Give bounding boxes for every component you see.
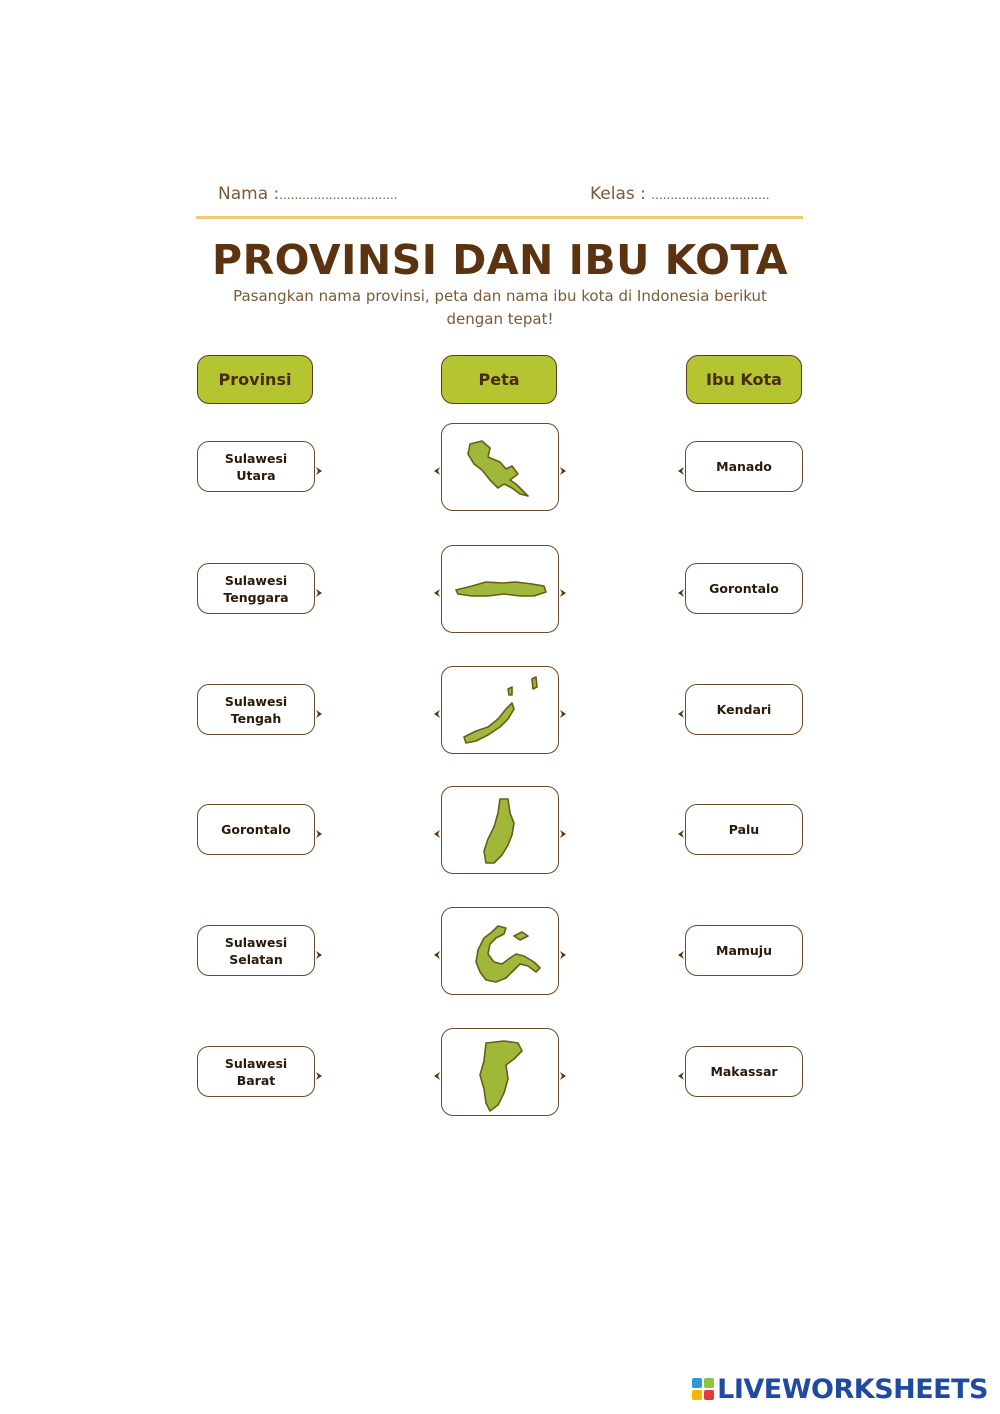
map-connector-right[interactable] <box>558 583 568 593</box>
province-box[interactable]: Sulawesi Barat <box>197 1046 315 1097</box>
column-header-provinsi: Provinsi <box>197 355 313 404</box>
nama-label: Nama : <box>218 184 280 204</box>
capital-connector[interactable] <box>676 704 686 714</box>
map-icon <box>442 1029 560 1117</box>
province-box[interactable]: Sulawesi Tengah <box>197 684 315 735</box>
capital-connector[interactable] <box>676 824 686 834</box>
column-header-peta: Peta <box>441 355 557 404</box>
nama-field <box>218 184 398 204</box>
capital-connector[interactable] <box>676 461 686 471</box>
map-box[interactable] <box>441 907 559 995</box>
nama-dots: ............................... <box>279 188 398 202</box>
brand-name: LIVEWORKSHEETS <box>717 1373 988 1405</box>
map-connector-left[interactable] <box>432 461 442 471</box>
map-connector-left[interactable] <box>432 704 442 714</box>
map-connector-left[interactable] <box>432 1066 442 1076</box>
capital-box[interactable]: Makassar <box>685 1046 803 1097</box>
kelas-dots: ............................... <box>651 188 770 202</box>
map-connector-right[interactable] <box>558 945 568 955</box>
liveworksheets-logo <box>692 1373 988 1405</box>
province-connector[interactable] <box>314 461 324 471</box>
map-box[interactable] <box>441 666 559 754</box>
map-icon <box>442 546 560 634</box>
province-connector[interactable] <box>314 824 324 834</box>
map-box[interactable] <box>441 786 559 874</box>
page-title: PROVINSI DAN IBU KOTA <box>212 236 788 284</box>
kelas-label: Kelas : <box>590 184 646 204</box>
capital-box[interactable]: Kendari <box>685 684 803 735</box>
province-connector[interactable] <box>314 583 324 593</box>
capital-connector[interactable] <box>676 1066 686 1076</box>
map-connector-right[interactable] <box>558 1066 568 1076</box>
map-connector-left[interactable] <box>432 583 442 593</box>
map-box[interactable] <box>441 423 559 511</box>
map-connector-left[interactable] <box>432 824 442 834</box>
capital-connector[interactable] <box>676 583 686 593</box>
header-divider <box>196 216 803 219</box>
map-connector-right[interactable] <box>558 824 568 834</box>
column-header-ibukota: Ibu Kota <box>686 355 802 404</box>
capital-box[interactable]: Palu <box>685 804 803 855</box>
logo-squares-icon <box>692 1378 714 1400</box>
map-box[interactable] <box>441 1028 559 1116</box>
map-connector-right[interactable] <box>558 704 568 714</box>
province-box[interactable]: Sulawesi Utara <box>197 441 315 492</box>
province-connector[interactable] <box>314 1066 324 1076</box>
province-connector[interactable] <box>314 945 324 955</box>
map-icon <box>442 787 560 875</box>
instructions: Pasangkan nama provinsi, peta dan nama ibu kota di Indonesia berikut dengan tepat! <box>233 287 767 328</box>
map-icon <box>442 424 560 512</box>
capital-box[interactable]: Gorontalo <box>685 563 803 614</box>
map-icon <box>442 667 560 755</box>
map-icon <box>442 908 560 996</box>
map-connector-right[interactable] <box>558 461 568 471</box>
province-box[interactable]: Sulawesi Selatan <box>197 925 315 976</box>
map-box[interactable] <box>441 545 559 633</box>
capital-box[interactable]: Manado <box>685 441 803 492</box>
map-connector-left[interactable] <box>432 945 442 955</box>
capital-connector[interactable] <box>676 945 686 955</box>
kelas-field <box>590 184 770 204</box>
capital-box[interactable]: Mamuju <box>685 925 803 976</box>
province-box[interactable]: Gorontalo <box>197 804 315 855</box>
province-connector[interactable] <box>314 704 324 714</box>
province-box[interactable]: Sulawesi Tenggara <box>197 563 315 614</box>
